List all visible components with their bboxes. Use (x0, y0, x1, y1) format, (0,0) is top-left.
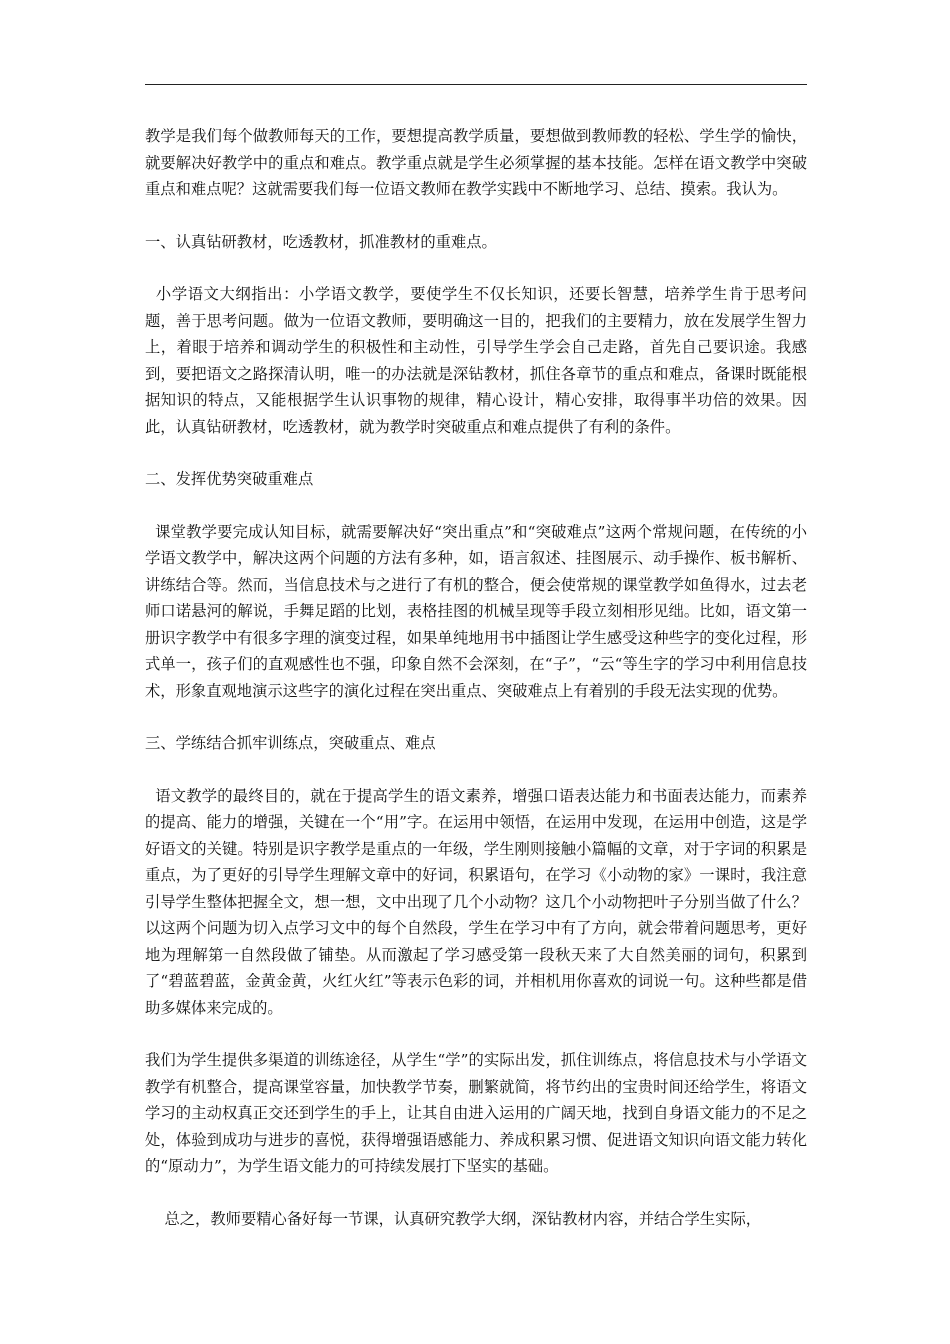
document-body (145, 123, 807, 1232)
section-2-paragraph: 课堂教学要完成认知目标，就需要解决好“突出重点”和“突破难点”这两个常规问题，在传统的小学语文教学中，解决这两个问题的方法有多种，如，语言叙述、挂图展示、动手操作、板书解析、讲练结合等。然而，当信息技术与之进行了有机的整合，便会使常规的课堂教学如鱼得水，过去老师口诺悬河的解说，手舞足蹈的比划，表格挂图的机械呈现等手段立刻相形见绌。比如，语文第一册识字教学中有很多字理的演变过程，如果单纯地用书中插图让学生感受这种些字的变化过程，形式单一，孩子们的直观感性也不强，印象自然不会深刻，在“子”，“云“等生字的学习中利用信息技术，形象直观地演示这些字的演化过程在突出重点、突破难点上有着别的手段无法实现的优势。 (145, 522, 807, 700)
section-3-followup-paragraph: 我们为学生提供多渠道的训练途径，从学生“学”的实际出发，抓住训练点，将信息技术与小学语文教学有机整合，提高课堂容量，加快教学节奏，删繁就简，将节约出的宝贵时间还给学生，将语文学习的主动权真正交还到学生的手上，让其自由进入运用的广阔天地，找到自身语文能力的不足之处，体验到成功与进步的喜悦，获得增强语感能力、养成积累习惯、促进语文知识向语文能力转化的“原动力”，为学生语文能力的可持续发展打下坚实的基础。 (145, 1051, 807, 1175)
section-heading-2: 二、发挥优势突破重难点 (145, 470, 314, 488)
header-rule (145, 84, 807, 85)
section-heading-1: 一、认真钻研教材，吃透教材，抓准教材的重难点。 (145, 232, 497, 251)
conclusion-paragraph: 总之，教师要精心备好每一节课，认真研究教学大纲，深钻教材内容，并结合学生实际， (145, 1209, 762, 1228)
intro-paragraph: 教学是我们每个做教师每天的工作，要想提高教学质量，要想做到教师教的轻松、学生学的愉快，就要解决好教学中的重点和难点。教学重点就是学生必须掌握的基本技能。怎样在语文教学中突破重点和难点呢？这就需要我们每一位语文教师在教学实践中不断地学习、总结、摸索。我认为。 (145, 127, 807, 198)
section-heading-3: 三、学练结合抓牢训练点，突破重点、难点 (145, 734, 436, 752)
section-1-paragraph: 小学语文大纲指出：小学语文教学，要使学生不仅长知识，还要长智慧，培养学生肯于思考问题，善于思考问题。做为一位语文教师，要明确这一目的，把我们的主要精力，放在发展学生智力上，着眼于培养和调动学生的积极性和主动性，引导学生学会自己走路，首先自己要识途。我感到，要把语文之路探清认明，唯一的办法就是深钻教材，抓住各章节的重点和难点，备课时既能根据知识的特点，又能根据学生认识事物的规律，精心设计，精心安排，取得事半功倍的效果。因此，认真钻研教材，吃透教材，就为教学时突破重点和难点提供了有利的条件。 (145, 285, 807, 436)
section-3-paragraph: 语文教学的最终目的，就在于提高学生的语文素养，增强口语表达能力和书面表达能力，而素养的提高、能力的增强，关键在一个“用”字。在运用中领悟，在运用中发现，在运用中创造，这是学好语文的关键。特别是识字教学是重点的一年级，学生刚则接触小篇幅的文章，对于字词的积累是重点，为了更好的引导学生理解文章中的好词，积累语句，在学习《小动物的家》一课时，我注意引导学生整体把握全文，想一想，文中出现了几个小动物？这几个小动物把叶子分别当做了什么？以这两个问题为切入点学习文中的每个自然段，学生在学习中有了方向，就会带着问题思考，更好地为理解第一自然段做了铺垫。从而激起了学习感受第一段秋天来了大自然美丽的词句，积累到了“碧蓝碧蓝，金黄金黄，火红火红”等表示色彩的词，并相机用你喜欢的词说一句。这种些都是借助多媒体来完成的。 (145, 786, 807, 1017)
